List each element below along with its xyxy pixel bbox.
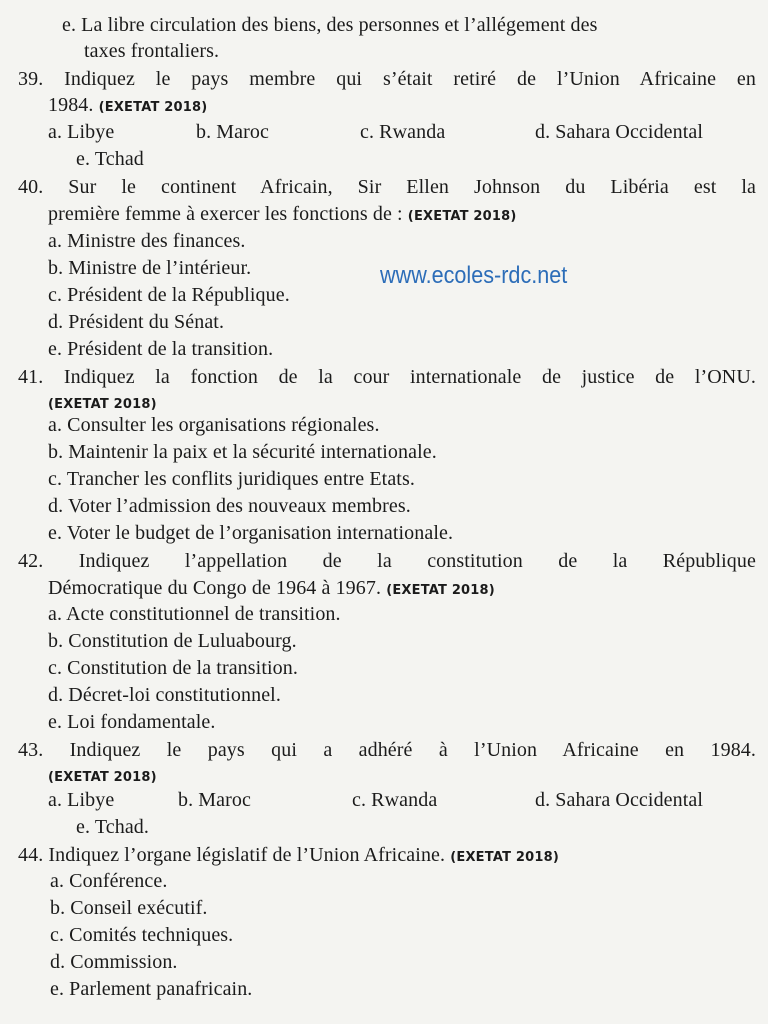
site-watermark: www.ecoles-rdc.net — [380, 262, 568, 289]
q44-option-d: d. Commission. — [50, 951, 178, 973]
q41-option-b: b. Maintenir la paix et la sécurité internationale. — [48, 441, 437, 463]
q41-option-d: d. Voter l’admission des nouveaux membres. — [48, 495, 411, 517]
q43-option-b: b. Maroc — [178, 789, 251, 811]
q44-text-words: 44. Indiquez l’organe législatif de l’Union Africaine. — [18, 844, 446, 866]
q44-option-c: c. Comités techniques. — [50, 924, 234, 946]
q44-option-a: a. Conférence. — [50, 870, 168, 892]
q41-option-a: a. Consulter les organisations régionales. — [48, 414, 380, 436]
q40-exam-tag: (EXETAT 2018) — [407, 209, 517, 224]
q38-option-e-cont: taxes frontaliers. — [84, 40, 220, 62]
q41-option-c: c. Trancher les conflits juridiques entre Etats. — [48, 468, 415, 490]
q42-text-cont — [48, 575, 495, 604]
q40-option-b: b. Ministre de l’intérieur. — [48, 257, 252, 279]
q41-exam-tag: (EXETAT 2018) — [48, 397, 157, 412]
q43-option-a: a. Libye — [48, 789, 115, 811]
q39-option-b: b. Maroc — [196, 121, 269, 143]
q42-option-e: e. Loi fondamentale. — [48, 711, 216, 733]
q39-exam-tag: (EXETAT 2018) — [98, 100, 208, 115]
q42-option-c: c. Constitution de la transition. — [48, 657, 298, 679]
q39-option-d: d. Sahara Occidental — [535, 121, 704, 143]
q43-option-c: c. Rwanda — [352, 789, 438, 811]
q38-option-e: e. La libre circulation des biens, des personnes et l’allégement des — [62, 14, 598, 36]
q43-exam-tag: (EXETAT 2018) — [48, 770, 157, 785]
q44-text — [18, 842, 559, 871]
q42-text: 42. Indiquez l’appellation de la constitution de la République — [18, 550, 756, 572]
q39-text: 39. Indiquez le pays membre qui s’était retiré de l’Union Africaine en — [18, 68, 756, 90]
q43-option-d: d. Sahara Occidental — [535, 789, 704, 811]
q41-option-e: e. Voter le budget de l’organisation internationale. — [48, 522, 454, 544]
q42-option-b: b. Constitution de Luluabourg. — [48, 630, 297, 652]
q42-exam-tag: (EXETAT 2018) — [386, 583, 495, 598]
q40-option-a: a. Ministre des finances. — [48, 230, 246, 252]
q41-text: 41. Indiquez la fonction de la cour internationale de justice de l’ONU. — [18, 366, 756, 388]
q42-option-d: d. Décret-loi constitutionnel. — [48, 684, 281, 706]
q42-text-cont-words: Démocratique du Congo de 1964 à 1967. — [48, 577, 382, 599]
q39-option-a: a. Libye — [48, 121, 115, 143]
q40-text-cont-words: première femme à exercer les fonctions de : — [48, 203, 403, 225]
q39-option-e: e. Tchad — [76, 148, 144, 170]
q42-option-a: a. Acte constitutionnel de transition. — [48, 603, 341, 625]
q39-year: 1984. — [48, 94, 94, 116]
q39-option-c: c. Rwanda — [360, 121, 446, 143]
q43-text: 43. Indiquez le pays qui a adhéré à l’Union Africaine en 1984. — [18, 739, 756, 761]
q44-exam-tag: (EXETAT 2018) — [450, 850, 559, 865]
q40-option-c: c. Président de la République. — [48, 284, 290, 306]
q40-text-cont — [48, 201, 517, 230]
q40-option-d: d. Président du Sénat. — [48, 311, 225, 333]
q44-option-b: b. Conseil exécutif. — [50, 897, 208, 919]
q40-option-e: e. Président de la transition. — [48, 338, 274, 360]
q44-option-e: e. Parlement panafricain. — [50, 978, 253, 1000]
q40-text: 40. Sur le continent Africain, Sir Ellen Johnson du Libéria est la — [18, 176, 756, 198]
q43-option-e: e. Tchad. — [76, 816, 149, 838]
q39-text-cont — [48, 92, 207, 121]
